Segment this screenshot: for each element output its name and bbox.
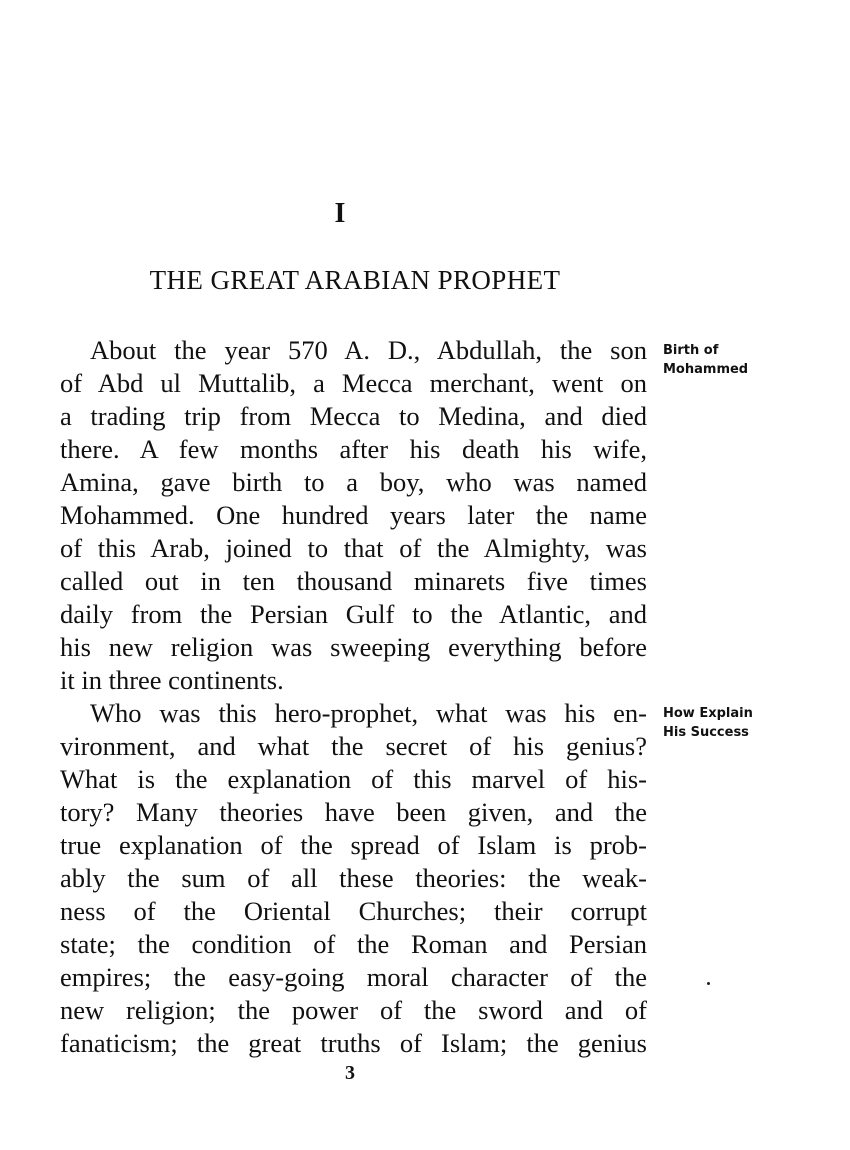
text-line: About the year 570 A. D., Abdullah, the son: [90, 335, 647, 365]
text-line: ably the sum of all these theories: the weak-: [60, 863, 647, 893]
text-line: there. A few months after his death his wife,: [60, 434, 647, 464]
sidenote-line: How Explain: [663, 706, 753, 721]
text-line: What is the explanation of this marvel of his-: [60, 764, 647, 794]
stray-mark: [707, 982, 710, 985]
text-line: state; the condition of the Roman and Persian: [60, 929, 647, 959]
text-line: it in three continents.: [60, 665, 284, 695]
text-line: ness of the Oriental Churches; their corrupt: [60, 896, 647, 926]
text-line: called out in ten thousand minarets five times: [60, 566, 647, 596]
text-line: Who was this hero-prophet, what was his en-: [90, 698, 647, 728]
page-number: 3: [345, 1062, 355, 1084]
text-line: of this Arab, joined to that of the Almighty, was: [60, 533, 647, 563]
text-line: fanaticism; the great truths of Islam; the genius: [60, 1028, 647, 1058]
text-line: his new religion was sweeping everything before: [60, 632, 647, 662]
text-line: of Abd ul Muttalib, a Mecca merchant, went on: [60, 368, 647, 398]
chapter-title: THE GREAT ARABIAN PROPHET: [149, 265, 561, 295]
text-line: a trading trip from Mecca to Medina, and died: [60, 401, 647, 431]
text-line: empires; the easy-going moral character of the: [60, 962, 647, 992]
sidenote-line: His Success: [663, 725, 749, 740]
sidenote-birth-of-mohammed: [663, 341, 748, 379]
text-line: Mohammed. One hundred years later the name: [60, 500, 647, 530]
sidenote-how-explain-his-success: [663, 704, 753, 742]
text-line: vironment, and what the secret of his genius?: [60, 731, 647, 761]
text-line: true explanation of the spread of Islam is prob-: [60, 830, 647, 860]
text-line: Amina, gave birth to a boy, who was named: [60, 467, 647, 497]
sidenote-line: Birth of: [663, 343, 719, 358]
text-line: daily from the Persian Gulf to the Atlantic, and: [60, 599, 647, 629]
text-line: tory? Many theories have been given, and the: [60, 797, 647, 827]
chapter-number: I: [334, 198, 346, 229]
text-line: new religion; the power of the sword and of: [60, 995, 647, 1025]
sidenote-line: Mohammed: [663, 362, 749, 377]
